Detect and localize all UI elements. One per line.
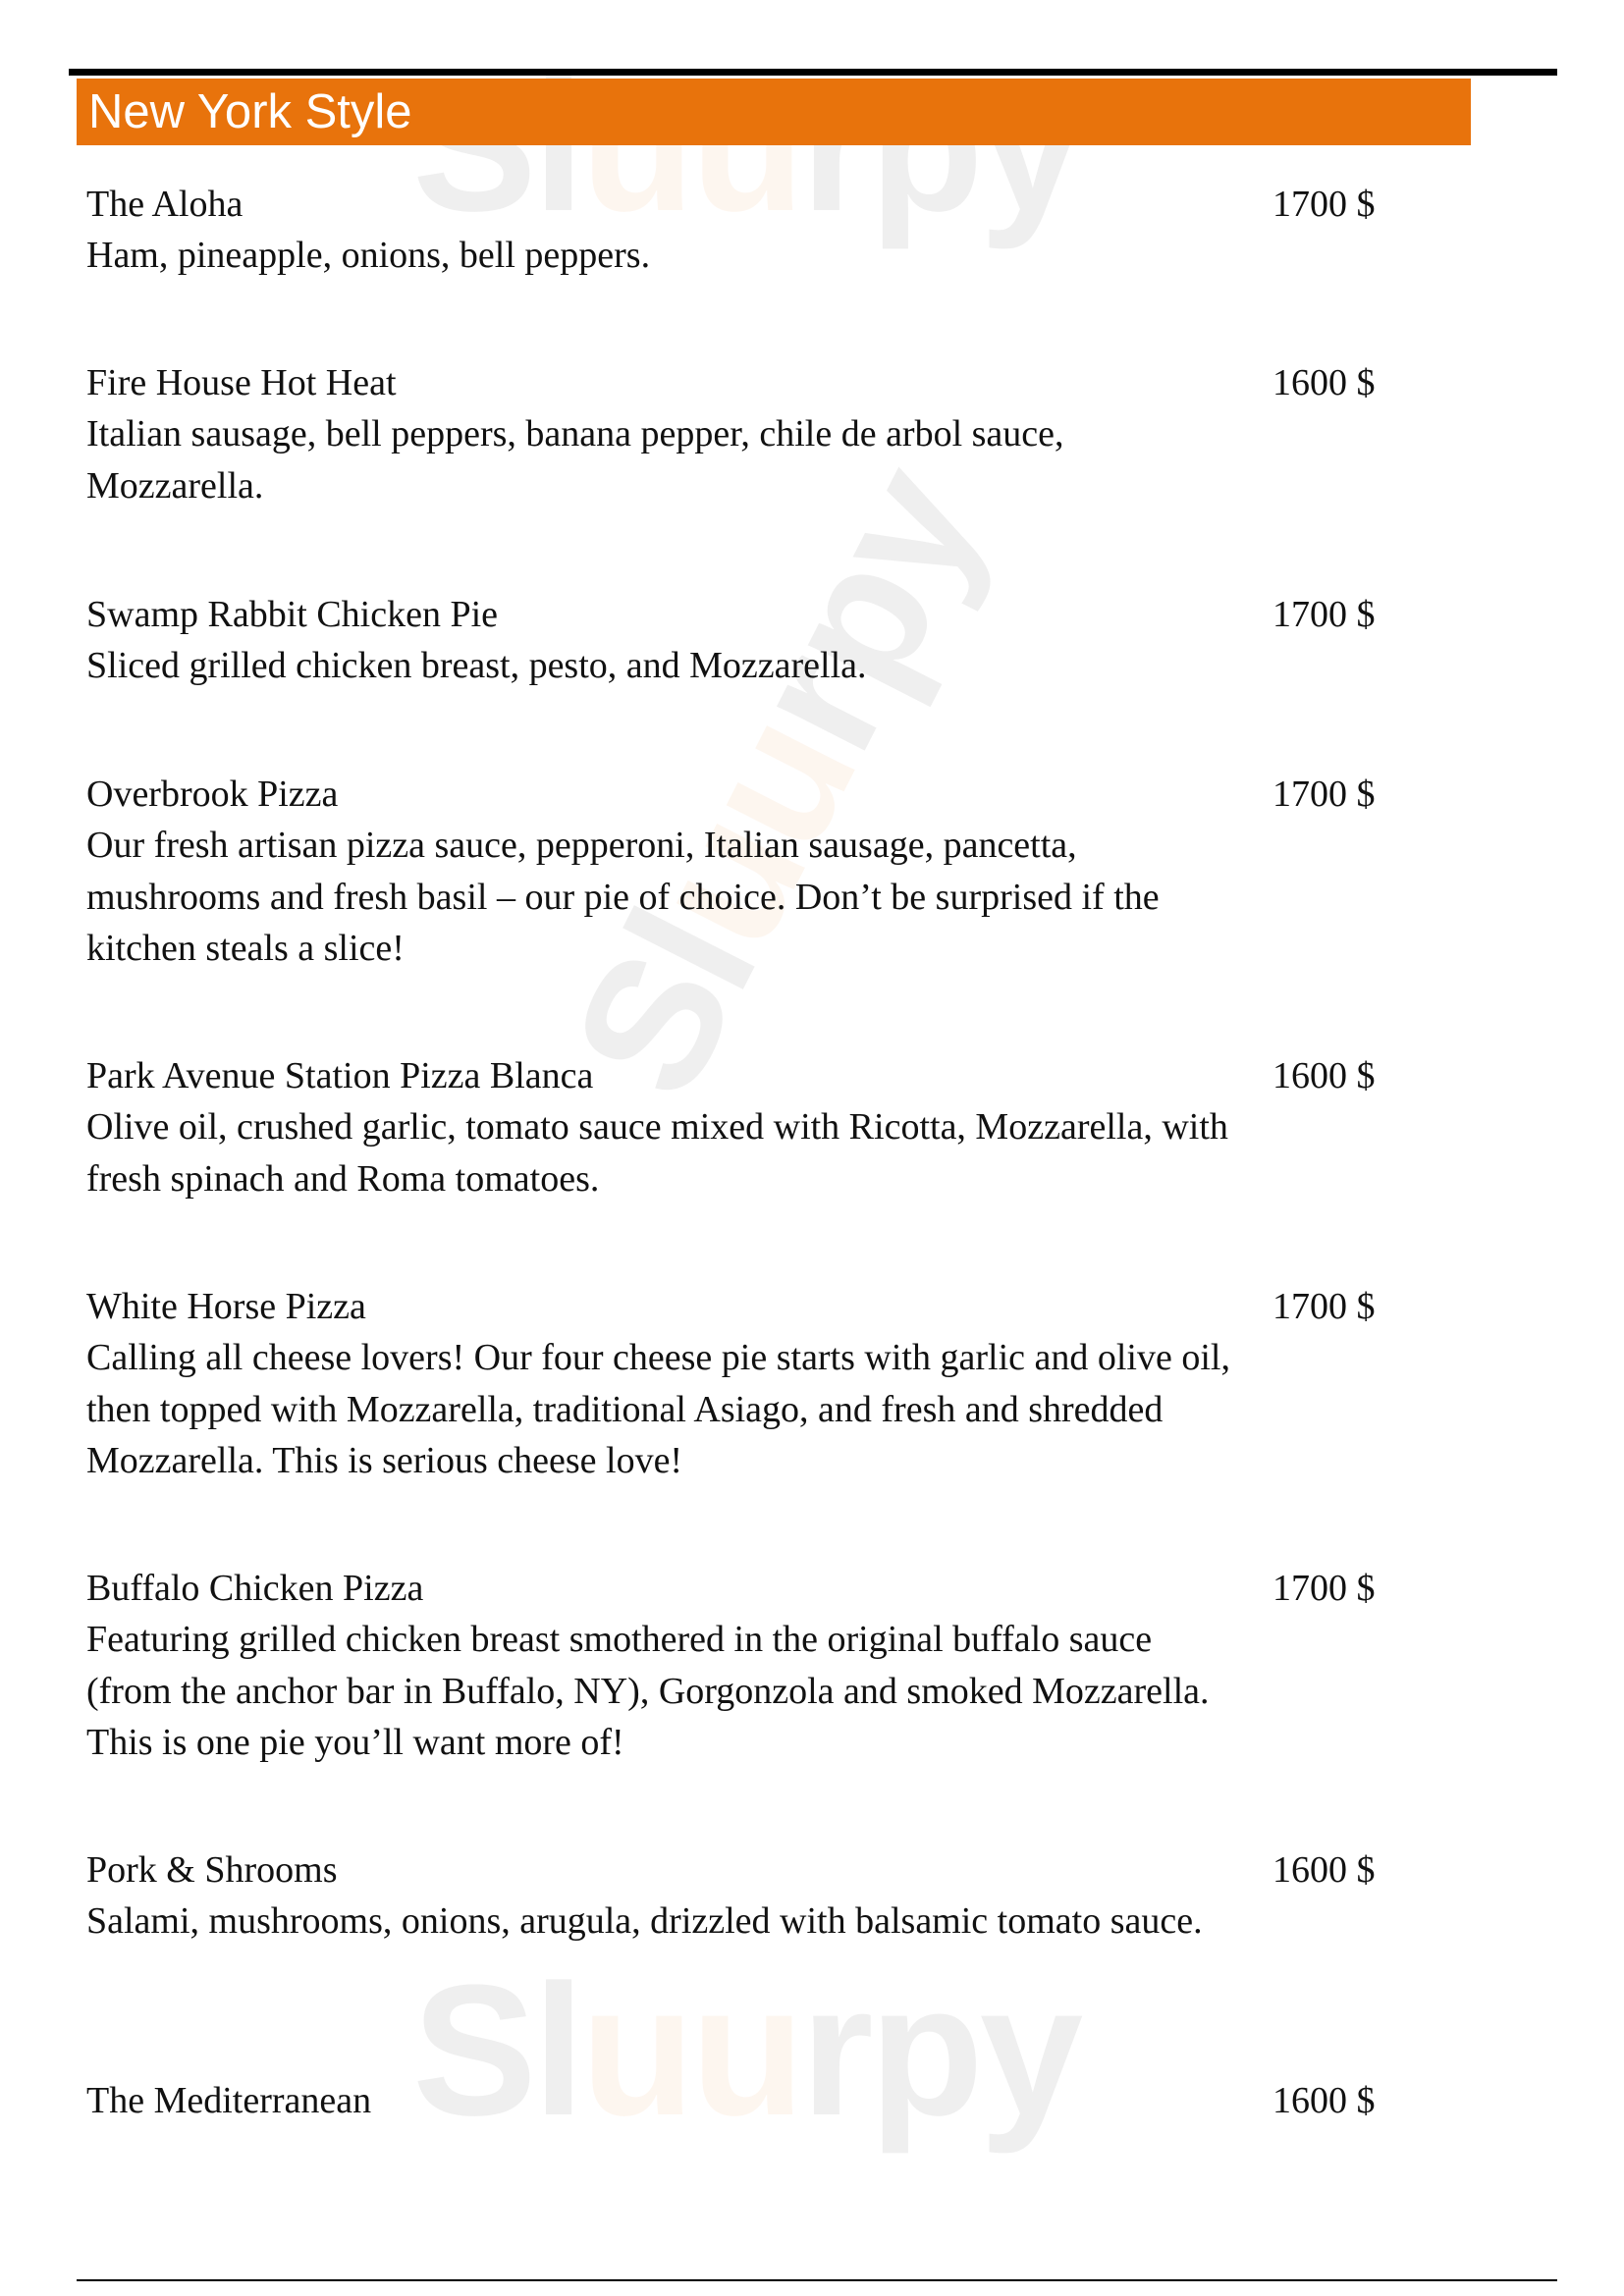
menu-item: [86, 1563, 1441, 1769]
item-description: Salami, mushrooms, onions, arugula, drizzled with balsamic tomato sauce.: [86, 1900, 1203, 1942]
watermark-logo: Sluurpy: [412, 1947, 1080, 2155]
item-name: The Aloha: [86, 184, 244, 225]
item-name: Fire House Hot Heat: [86, 362, 397, 403]
item-description: Sliced grilled chicken breast, pesto, and Mozzarella.: [86, 645, 867, 686]
menu-item: [86, 1050, 1441, 1204]
item-price: 1700 $: [1272, 774, 1376, 815]
menu-item: [86, 179, 1441, 282]
item-name: Buffalo Chicken Pizza: [86, 1568, 424, 1609]
item-description: Calling all cheese lovers! Our four cheese pie starts with garlic and olive oil, then topped with Mozzarella, traditional Asiago, and fresh and shredded Mozzarella. This is serious cheese love!: [86, 1337, 1230, 1481]
item-description: Featuring grilled chicken breast smothered in the original buffalo sauce (from the anchor bar in Buffalo, NY), Gorgonzola and smoked Mozzarella. This is one pie you’ll want more of!: [86, 1619, 1210, 1763]
item-name: Overbrook Pizza: [86, 774, 339, 815]
menu-item: [86, 589, 1441, 692]
menu-item: [86, 1844, 1441, 1948]
watermark-logo: Sluurpy: [412, 42, 1080, 250]
bottom-rule: [77, 2279, 1557, 2281]
section-title: New York Style: [88, 85, 412, 138]
section-header: [77, 79, 1471, 145]
item-price: 1700 $: [1272, 1568, 1376, 1609]
top-rule: [69, 69, 1557, 76]
item-price: 1600 $: [1272, 1055, 1376, 1096]
menu-item: [86, 357, 1441, 511]
item-price: 1700 $: [1272, 594, 1376, 635]
item-price: 1700 $: [1272, 1286, 1376, 1327]
item-name: Pork & Shrooms: [86, 1849, 338, 1891]
item-description: Our fresh artisan pizza sauce, pepperoni, Italian sausage, pancetta, mushrooms and fresh basil – our pie of choice. Don’t be surprised if the kitchen steals a slice!: [86, 825, 1160, 969]
menu-item: [86, 769, 1441, 975]
item-price: 1600 $: [1272, 2080, 1376, 2121]
item-description: Ham, pineapple, onions, bell peppers.: [86, 235, 651, 276]
item-description: Olive oil, crushed garlic, tomato sauce mixed with Ricotta, Mozzarella, with fresh spinach and Roma tomatoes.: [86, 1106, 1228, 1200]
menu-item: [86, 1281, 1441, 1487]
item-name: Park Avenue Station Pizza Blanca: [86, 1055, 594, 1096]
item-name: Swamp Rabbit Chicken Pie: [86, 594, 499, 635]
watermark-logo: Sluurpy: [532, 438, 1021, 1127]
menu-item: [86, 2075, 1441, 2126]
item-name: White Horse Pizza: [86, 1286, 366, 1327]
item-price: 1700 $: [1272, 184, 1376, 225]
item-price: 1600 $: [1272, 362, 1376, 403]
item-name: The Mediterranean: [86, 2080, 372, 2121]
item-price: 1600 $: [1272, 1849, 1376, 1891]
item-description: Italian sausage, bell peppers, banana pepper, chile de arbol sauce, Mozzarella.: [86, 413, 1064, 507]
